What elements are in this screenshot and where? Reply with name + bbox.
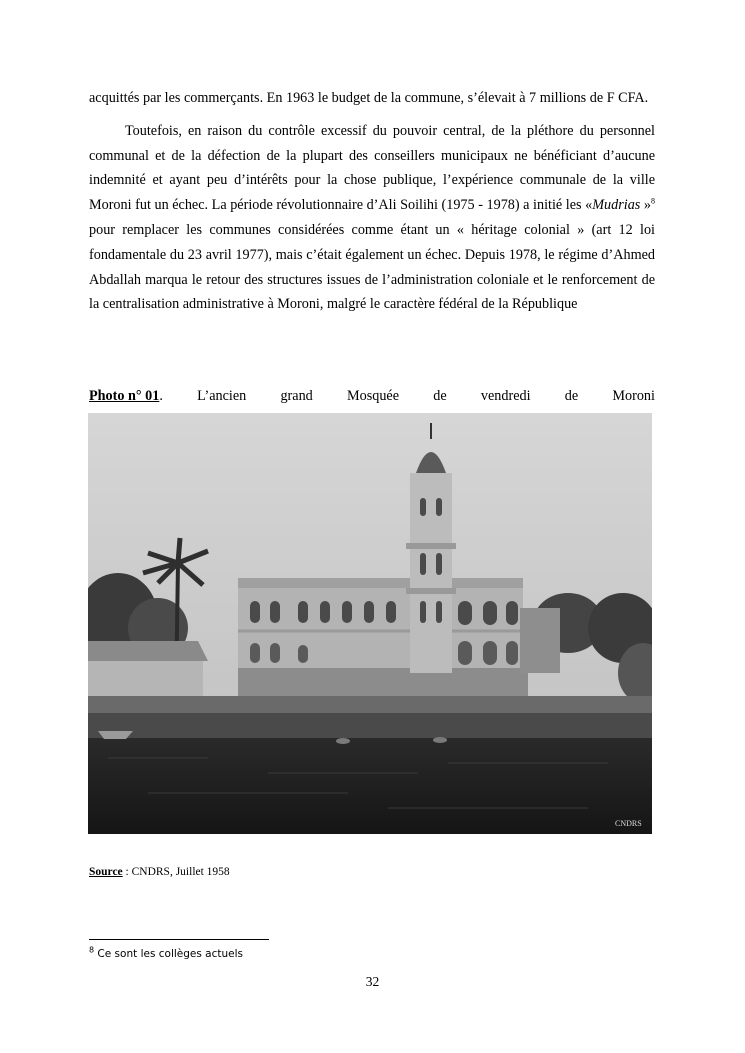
paragraph-2 [89, 119, 655, 317]
mosque-photo-drawing [88, 413, 652, 834]
caption-word: de [564, 388, 579, 404]
footnote-number: 8 [89, 945, 95, 955]
caption-word: grand [280, 388, 313, 404]
paragraph-2-part-b: » [640, 197, 652, 214]
photo-caption [89, 385, 655, 407]
source-label: Source [89, 866, 123, 878]
page-number: 32 [365, 974, 380, 989]
photo-source [89, 866, 230, 878]
mudrias-term: Mudrias [592, 197, 641, 214]
caption-word: de [433, 388, 447, 404]
mosque-photo [88, 413, 652, 834]
body-text [89, 86, 655, 317]
caption-label: Photo n° 01 [89, 388, 160, 404]
photo-watermark: CNDRS [615, 819, 642, 828]
caption-lead: Photo n° 01. [89, 388, 163, 404]
source-text: : CNDRS, Juillet 1958 [122, 866, 230, 878]
caption-word: Moroni [612, 388, 655, 404]
caption-word: Mosquée [347, 388, 400, 404]
paragraph-2-part-c: pour remplacer les communes considérées comme étant un « héritage colonial » (art 12 loi fondamentale du 23 avril 1977), mais c’était également un échec. Depuis 1978, le régime d’Ahmed Abdallah marqua le retour des structures issues de l’administration coloniale et le renforcement de la centralisation administrative à Moroni, malgré le caractère fédéral de la République [89, 221, 655, 313]
caption-word: vendredi [480, 388, 531, 404]
caption-word: L’ancien [197, 388, 247, 404]
paragraph-2-part-a: Toutefois, en raison du contrôle excessif du pouvoir central, de la pléthore du personnel communal et de la défection de la plupart des conseillers municipaux ne bénéficiant d’aucune indemnité et ayant peu d’intérêts pour la chose publique, l’expérience communale de la ville Moroni fut un échec. La période révolutionnaire d’Ali Soilihi (1975 - 1978) a initié les « [89, 122, 655, 214]
footnote-divider [89, 939, 269, 940]
footnote-text: Ce sont les collèges actuels [94, 948, 244, 960]
paragraph-1: acquittés par les commerçants. En 1963 le budget de la commune, s’élevait à 7 millions de F CFA. [89, 90, 649, 106]
footnote [89, 945, 244, 960]
footnote-ref[interactable]: 8 [651, 196, 656, 206]
